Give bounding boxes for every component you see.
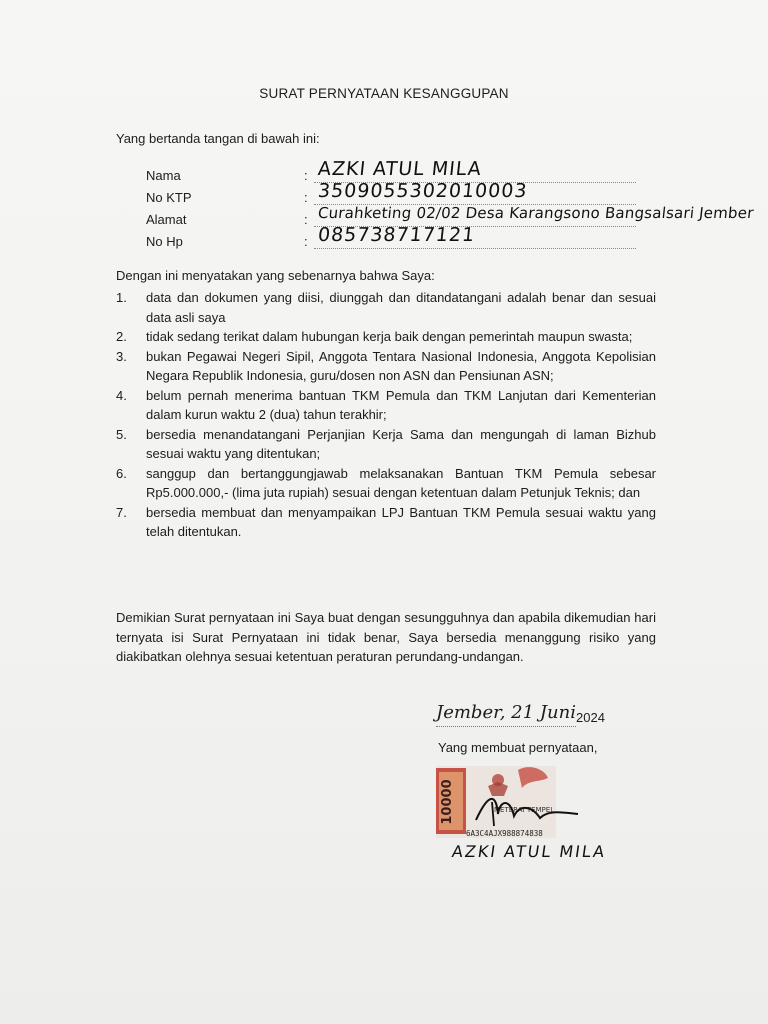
list-item — [116, 425, 656, 464]
field-value-nama: AZKI ATUL MILA — [316, 158, 483, 180]
field-colon: : — [304, 234, 308, 249]
field-value-ktp: 3509055302010003 — [316, 180, 529, 202]
signature-name-handwritten: AZKI ATUL MILA — [450, 842, 608, 861]
field-colon: : — [304, 212, 308, 227]
field-row-ktp — [146, 182, 746, 204]
list-item-number: 2. — [116, 329, 127, 344]
field-row-alamat — [146, 204, 755, 227]
list-item-number: 7. — [116, 504, 127, 520]
statement-list — [116, 288, 656, 542]
field-colon: : — [304, 190, 308, 205]
meterai-stamp — [436, 764, 586, 844]
list-item-text: data dan dokumen yang diisi, diunggah dan ditandatangani adalah benar dan sesuai data asli saya — [146, 290, 656, 325]
stamp-text: METERAI TEMPEL — [494, 806, 555, 814]
list-item-number: 6. — [116, 465, 127, 481]
list-item-text: bersedia membuat dan menyampaikan LPJ Bantuan TKM Pemula sesuai waktu yang telah ditentukan. — [146, 504, 656, 539]
list-item-number: 5. — [116, 426, 127, 442]
closing-paragraph: Demikian Surat pernyataan ini Saya buat dengan sesungguhnya dan apabila dikemudian hari ternyata isi Surat Pernyataan ini tidak benar, Saya bersedia menanggung risiko yang diakibatkan olehnya sesuai ketentuan peraturan perundang-undangan. — [116, 610, 656, 664]
field-value-alamat: Curahketing 02/02 Desa Karangsono Bangsalsari Jember — [317, 204, 755, 222]
field-label-alamat: Alamat — [146, 212, 187, 227]
list-item-text: bukan Pegawai Negeri Sipil, Anggota Tentara Nasional Indonesia, Anggota Kepolisian Negara Republik Indonesia, guru/dosen non ASN dan Pensiunan ASN; — [146, 348, 656, 383]
intro-text: Yang bertanda tangan di bawah ini: — [116, 131, 320, 146]
field-value-hp: 085738717121 — [316, 224, 477, 246]
list-item-number: 3. — [116, 348, 127, 364]
list-item-text: tidak sedang terikat dalam hubungan kerja baik dengan pemerintah maupun swasta; — [146, 329, 633, 344]
dotted-line — [436, 726, 576, 727]
field-label-hp: No Hp — [146, 234, 183, 249]
list-item — [116, 288, 656, 327]
stamp-value: 10000 — [440, 779, 455, 825]
list-item-text: sanggup dan bertanggungjawab melaksanakan Bantuan TKM Pemula sebesar Rp5.000.000,- (lima juta rupiah) sesuai dengan ketentuan dalam Petunjuk Teknis; dan — [146, 465, 656, 500]
list-item — [116, 464, 656, 503]
place-date — [436, 700, 676, 730]
field-row-hp — [146, 226, 746, 248]
statement-text: Dengan ini menyatakan yang sebenarnya bahwa Saya: — [116, 268, 435, 283]
list-item — [116, 503, 656, 542]
field-colon: : — [304, 168, 308, 183]
list-item — [116, 327, 656, 347]
list-item-text: belum pernah menerima bantuan TKM Pemula dan TKM Lanjutan dari Kementerian dalam kurun waktu 2 (dua) tahun terakhir; — [146, 387, 656, 422]
list-item — [116, 386, 656, 425]
field-label-nama: Nama — [146, 168, 181, 183]
list-item — [116, 347, 656, 386]
list-item-number: 4. — [116, 387, 127, 403]
signature-block — [436, 700, 676, 861]
maker-label: Yang membuat pernyataan, — [438, 740, 598, 755]
year-text: 2024 — [576, 710, 605, 725]
place-date-handwritten: Jember, 21 Juni — [436, 702, 576, 723]
field-row-nama — [146, 160, 746, 182]
list-item-text: bersedia menandatangani Perjanjian Kerja Sama dan mengungah di laman Bizhub sesuai waktu yang ditentukan; — [146, 426, 656, 461]
stamp-serial: 6A3C4AJX988874838 — [466, 829, 543, 838]
list-item-number: 1. — [116, 290, 127, 305]
dotted-line — [314, 248, 636, 249]
identity-fields — [146, 158, 755, 249]
field-label-ktp: No KTP — [146, 190, 192, 205]
document-title: SURAT PERNYATAAN KESANGGUPAN — [259, 86, 509, 101]
